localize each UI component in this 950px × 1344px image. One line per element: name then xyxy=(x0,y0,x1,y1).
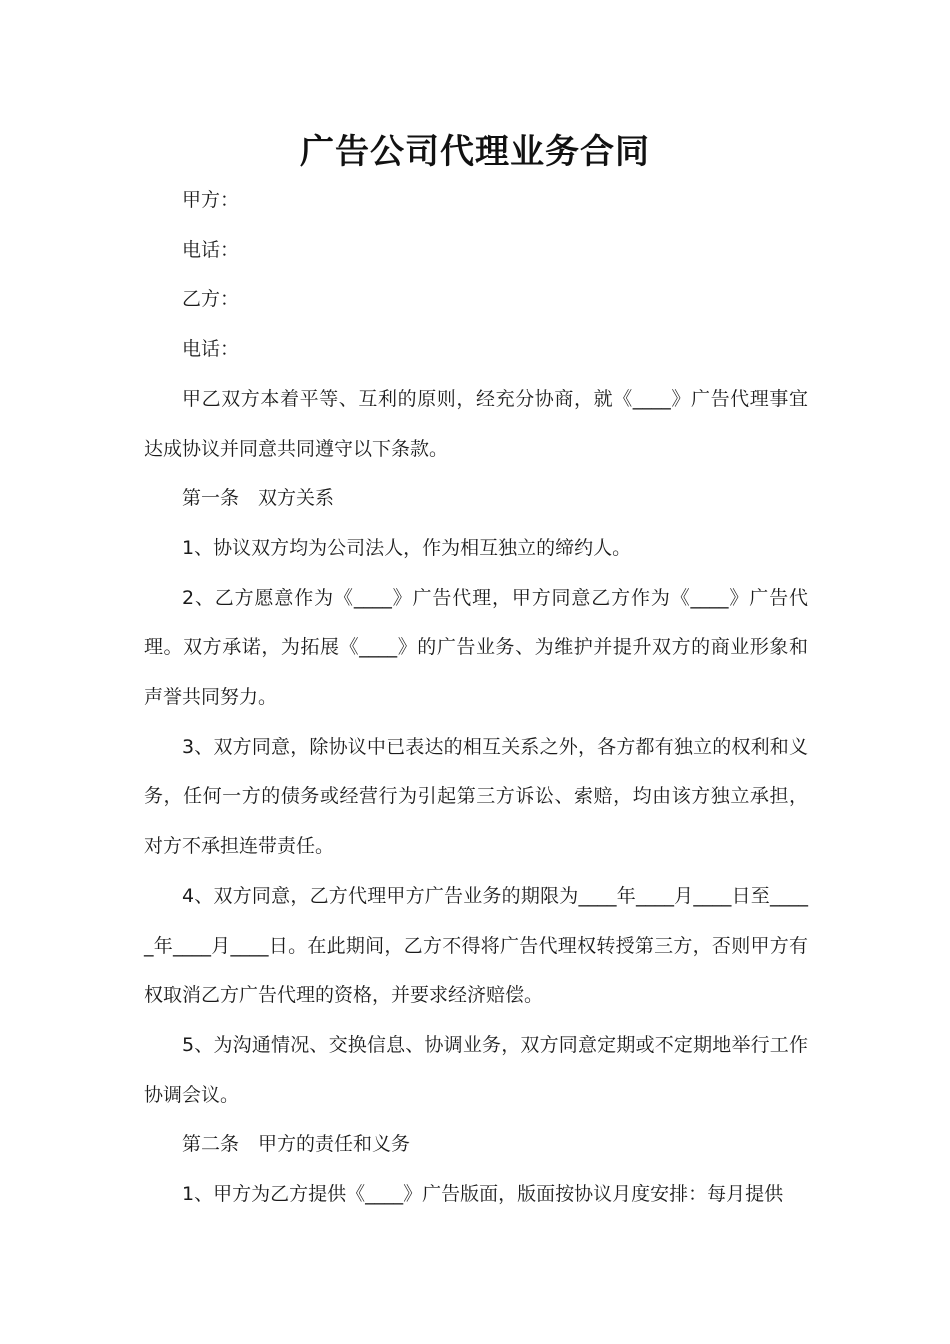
article-1-clause-3: 3、双方同意，除协议中已表达的相互关系之外，各方都有独立的权利和义务，任何一方的债务或经营行为引起第三方诉讼、索赔，均由该方独立承担，对方不承担连带责任。 xyxy=(144,735,808,858)
document-title: 广告公司代理业务合同 xyxy=(300,132,650,172)
article-2-heading: 第二条 甲方的责任和义务 xyxy=(182,1133,411,1156)
article-2-clause-1: 1、甲方为乙方提供《____》广告版面，版面按协议月度安排：每月提供 xyxy=(182,1183,784,1206)
party-b-line: 乙方： xyxy=(182,288,240,311)
article-1-clause-1: 1、协议双方均为公司法人，作为相互独立的缔约人。 xyxy=(182,536,632,559)
document-body xyxy=(144,176,808,1220)
article-1-clause-4: 4、双方同意，乙方代理甲方广告业务的期限为____年____月____日至_____年____月____日。在此期间，乙方不得将广告代理权转授第三方，否则甲方有权取消乙方广告代理的资格，并要求经济赔偿。 xyxy=(144,884,808,1007)
article-1-heading: 第一条 双方关系 xyxy=(182,487,335,510)
article-1-clause-2: 2、乙方愿意作为《____》广告代理，甲方同意乙方作为《____》广告代理。双方承诺，为拓展《____》的广告业务、为维护并提升双方的商业形象和声誉共同努力。 xyxy=(144,586,808,709)
article-1-clause-5: 5、为沟通情况、交换信息、协调业务，双方同意定期或不定期地举行工作协调会议。 xyxy=(144,1033,808,1106)
party-a-line: 甲方： xyxy=(182,189,240,211)
preamble-paragraph: 甲乙双方本着平等、互利的原则，经充分协商，就《____》广告代理事宜达成协议并同意共同遵守以下条款。 xyxy=(144,387,808,460)
party-a-phone-line: 电话： xyxy=(182,238,240,261)
party-b-phone-line: 电话： xyxy=(182,338,240,361)
